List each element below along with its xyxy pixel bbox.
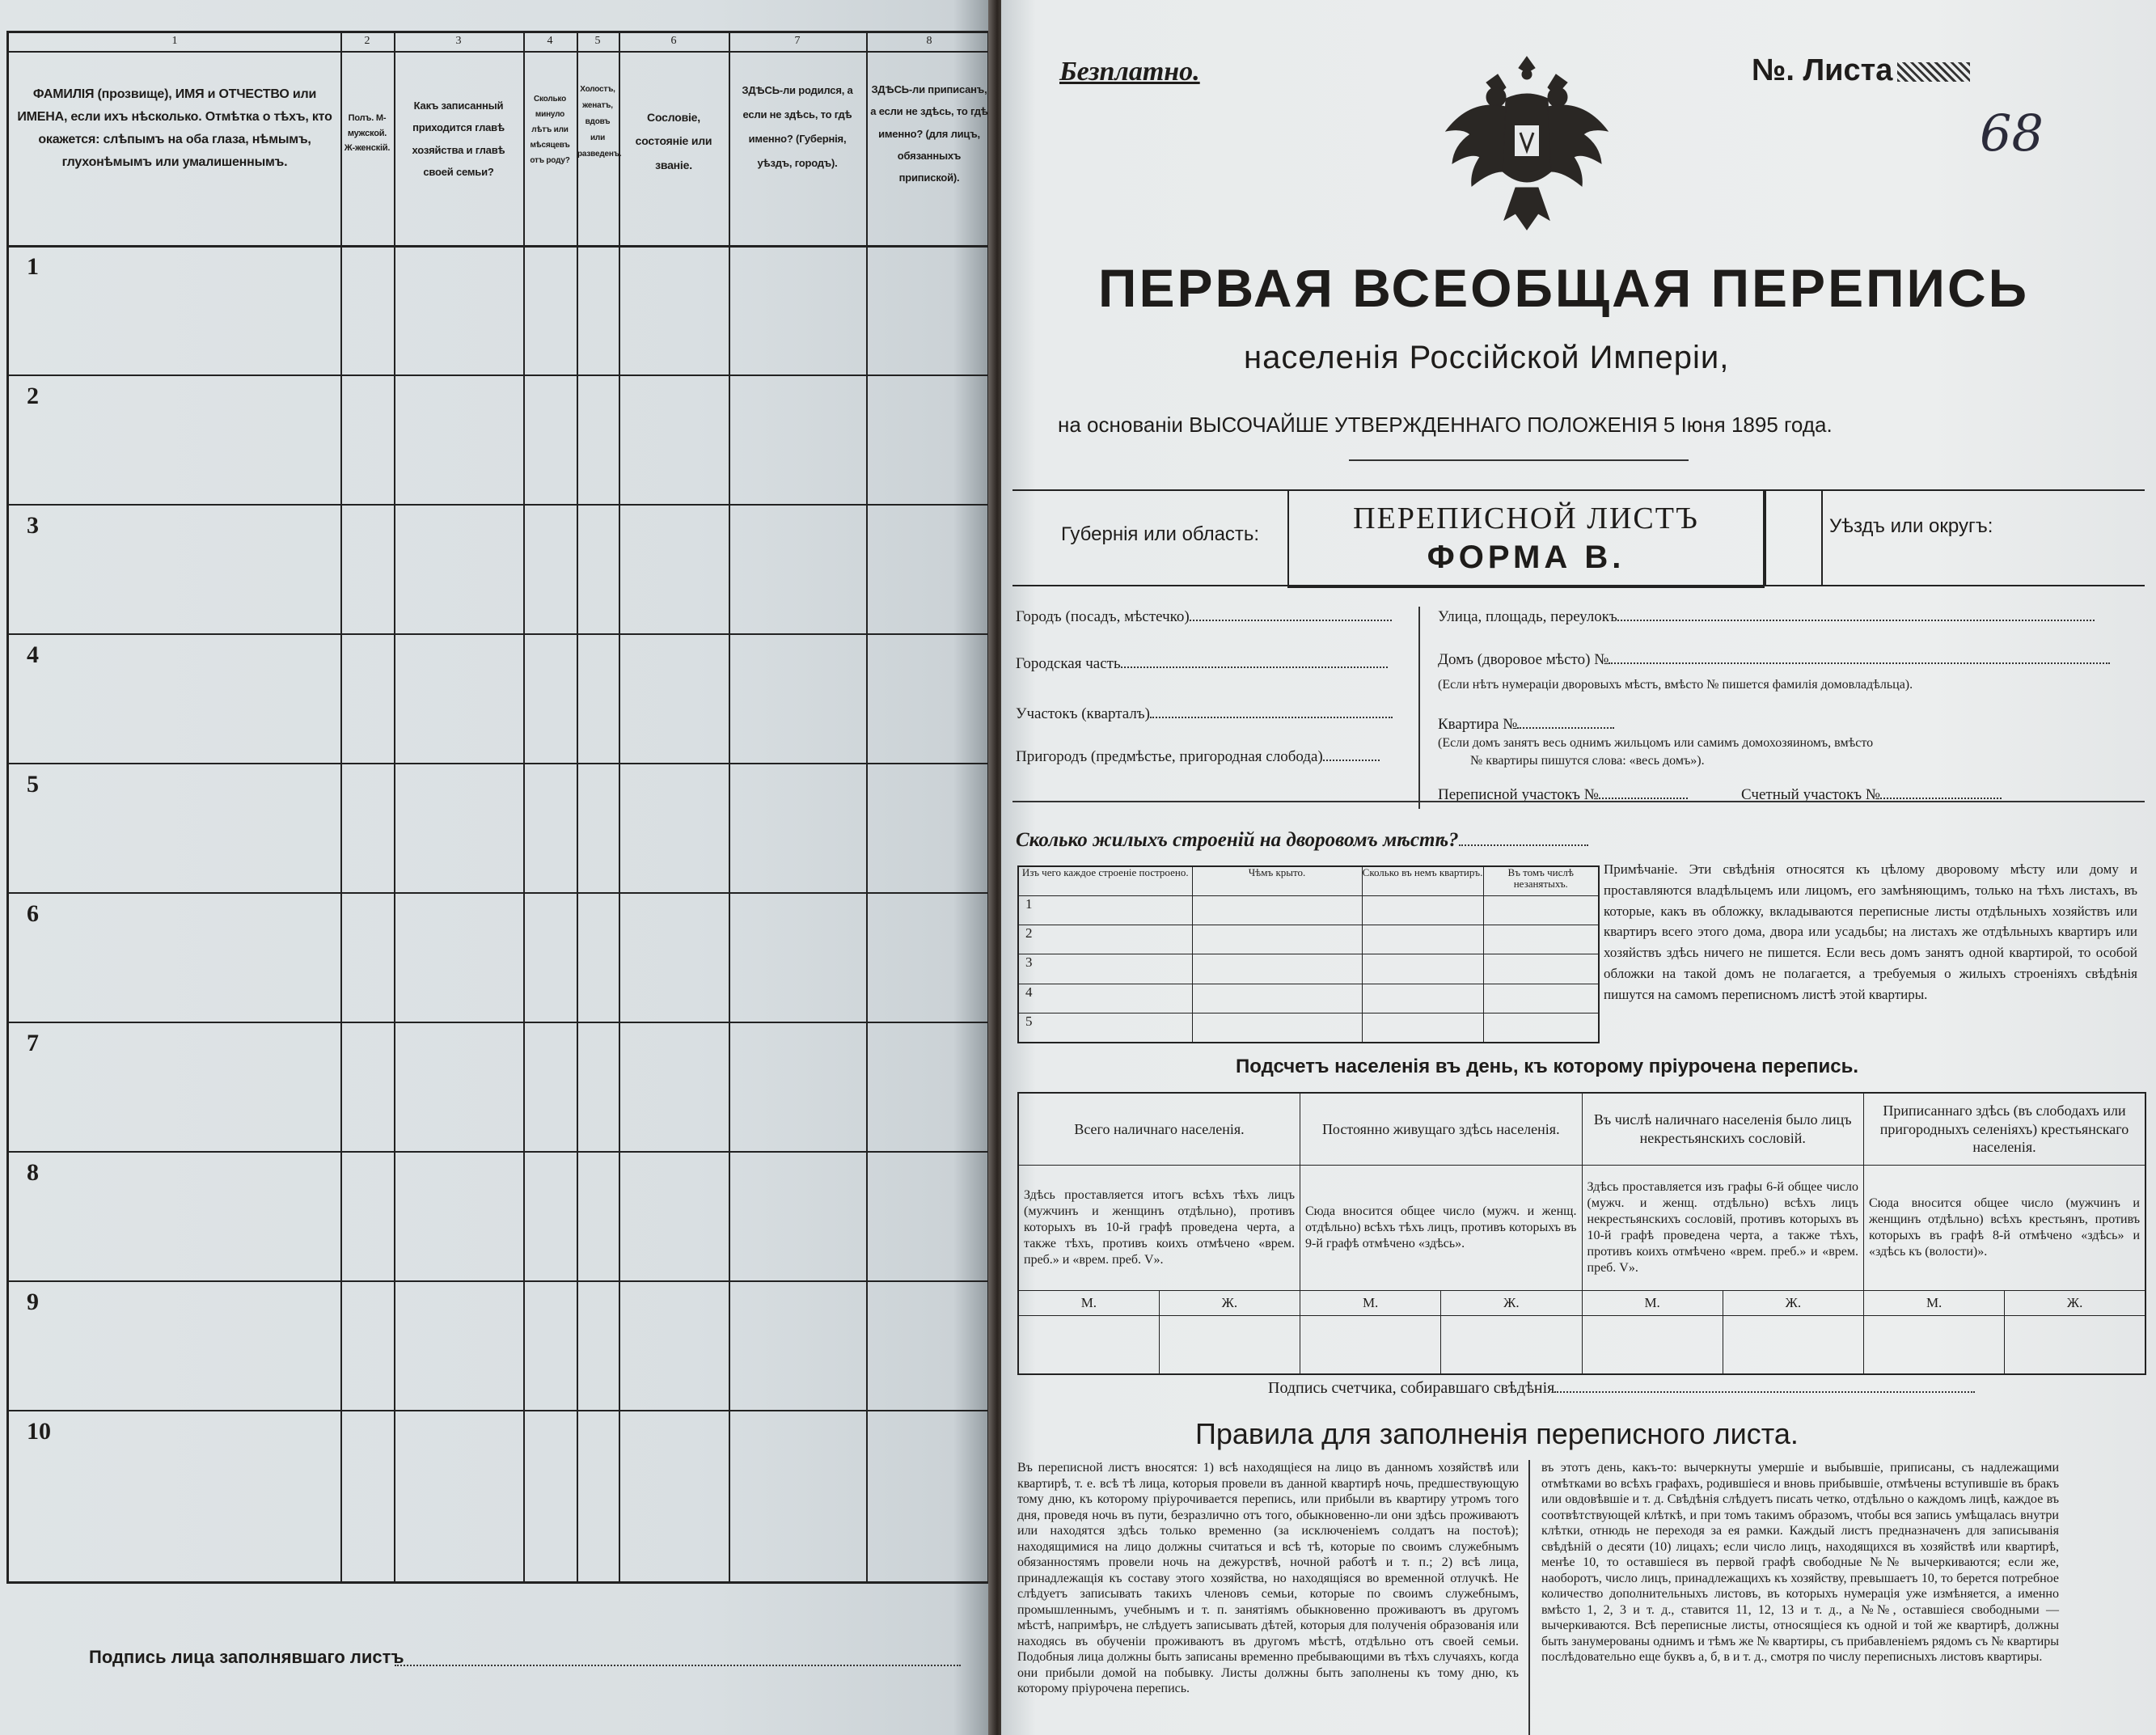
city-part-field[interactable] bbox=[1016, 655, 1388, 673]
row-divider bbox=[9, 504, 987, 506]
column-divider bbox=[729, 33, 730, 1581]
column-number: 2 bbox=[364, 35, 370, 47]
pop-value-cell[interactable] bbox=[1018, 1315, 1159, 1374]
pop-value-cell[interactable] bbox=[1441, 1315, 1582, 1374]
buildings-cell[interactable] bbox=[1362, 925, 1483, 954]
field-column-divider bbox=[1418, 607, 1420, 809]
buildings-cell[interactable] bbox=[1362, 895, 1483, 925]
buildings-row-number: 1 bbox=[1018, 895, 1192, 925]
pop-col-non-peasant: Въ числѣ наличнаго населенія было лицъ некрестьянскихъ сословій. bbox=[1582, 1093, 1864, 1165]
column-number: 3 bbox=[455, 35, 462, 47]
buildings-col-apartments: Сколько въ немъ квартиръ. bbox=[1362, 866, 1483, 895]
buildings-cell[interactable] bbox=[1192, 925, 1362, 954]
form-header-box bbox=[1012, 489, 2145, 586]
row-divider bbox=[9, 1151, 987, 1153]
sheet-title-box bbox=[1287, 489, 1765, 588]
male-header: М. bbox=[1018, 1290, 1159, 1315]
row-number: 5 bbox=[27, 771, 39, 798]
pop-value-cell[interactable] bbox=[1582, 1315, 1723, 1374]
city-field[interactable] bbox=[1016, 608, 1392, 626]
signature-line bbox=[395, 1665, 961, 1666]
pop-col-total: Всего наличнаго населенія. bbox=[1018, 1093, 1300, 1165]
apartment-note-line2: № квартиры пишутся слова: «весь домъ»). bbox=[1470, 754, 1705, 768]
column-divider bbox=[619, 33, 620, 1581]
column-header-name: ФАМИЛІЯ (прозвище), ИМЯ и ОТЧЕСТВО или ИМЕНА, если ихъ нѣсколько. Отмѣтка о тѣхъ, кто окажется: слѣпымъ на оба глаза, нѣмымъ, глухонѣмымъ или умалишеннымъ. bbox=[17, 87, 332, 169]
buildings-col-vacant: Въ томъ числѣ незанятыхъ. bbox=[1483, 866, 1599, 895]
column-header-estate: Сословіе, состояніе или званіе. bbox=[635, 111, 712, 171]
double-headed-eagle-emblem-icon bbox=[1438, 50, 1616, 236]
column-header-age: Сколько минуло лѣтъ или мѣсяцевъ отъ роду? bbox=[530, 95, 570, 165]
person-register-grid bbox=[6, 31, 990, 1584]
column-divider bbox=[394, 33, 395, 1581]
header-number-line bbox=[9, 51, 987, 53]
buildings-cell[interactable] bbox=[1362, 984, 1483, 1013]
male-header: М. bbox=[1300, 1290, 1441, 1315]
rules-column-divider bbox=[1528, 1460, 1530, 1735]
column-divider bbox=[577, 33, 578, 1581]
census-area-label: Переписной участокъ № bbox=[1438, 786, 1599, 803]
column-header-relation: Какъ записанный приходится главѣ хозяйства и главѣ своей семьи? bbox=[412, 99, 505, 178]
female-header: Ж. bbox=[1723, 1290, 1863, 1315]
buildings-question-text: Сколько жилыхъ строеній на дворовомъ мѣстѣ? bbox=[1016, 829, 1459, 851]
header-bottom-line bbox=[9, 245, 987, 248]
apartment-note-line1: (Если домъ занятъ весь однимъ жильцомъ или самимъ домохозяиномъ, вмѣсто bbox=[1438, 736, 1874, 750]
row-divider bbox=[9, 763, 987, 764]
buildings-cell[interactable] bbox=[1362, 954, 1483, 984]
district-label: Уѣздъ или округъ: bbox=[1829, 515, 1993, 537]
suburb-label: Пригородъ (предмѣстье, пригородная слобода) bbox=[1016, 748, 1323, 765]
buildings-cell[interactable] bbox=[1192, 984, 1362, 1013]
column-number: 1 bbox=[171, 35, 178, 47]
pop-desc-peasant: Сюда вносится общее число (мужчинъ и женщинъ отдѣльно) всѣхъ крестьянъ, противъ которыхъ въ графѣ 8-й отмѣчено «здѣсь» и «здѣсь къ (волости)». bbox=[1864, 1165, 2146, 1290]
box-divider bbox=[1765, 491, 1766, 585]
pop-value-cell[interactable] bbox=[1300, 1315, 1441, 1374]
buildings-row-number: 4 bbox=[1018, 984, 1192, 1013]
legal-basis: на основаніи ВЫСОЧАЙШЕ УТВЕРЖДЕННАГО ПОЛОЖЕНІЯ 5 Іюня 1895 года. bbox=[1058, 413, 1833, 437]
row-divider bbox=[9, 633, 987, 635]
suburb-field[interactable] bbox=[1016, 748, 1380, 766]
row-number: 2 bbox=[27, 383, 39, 409]
row-number: 1 bbox=[27, 253, 39, 280]
row-number: 7 bbox=[27, 1030, 39, 1056]
rules-title: Правила для заполненія переписного листа. bbox=[1195, 1417, 1799, 1450]
pop-col-peasant: Приписаннаго здѣсь (въ слободахъ или пригородныхъ селеніяхъ) крестьянскаго населенія. bbox=[1864, 1093, 2146, 1165]
buildings-cell[interactable] bbox=[1192, 954, 1362, 984]
buildings-row-number: 5 bbox=[1018, 1013, 1192, 1043]
house-label: Домъ (дворовое мѣсто) № bbox=[1438, 651, 1609, 668]
pop-col-permanent: Постоянно живущаго здѣсь населенія. bbox=[1300, 1093, 1583, 1165]
column-number: 8 bbox=[926, 35, 932, 47]
column-divider bbox=[866, 33, 868, 1581]
left-page bbox=[0, 0, 993, 1735]
filler-signature-label: Подпись лица заполнявшаго листъ bbox=[89, 1647, 404, 1667]
row-number: 6 bbox=[27, 900, 39, 927]
sheet-number-text: №. Листа bbox=[1752, 53, 1893, 87]
row-number: 4 bbox=[27, 641, 39, 668]
buildings-col-roof: Чѣмъ крыто. bbox=[1192, 866, 1362, 895]
population-count-table bbox=[1017, 1092, 2146, 1375]
column-number: 4 bbox=[547, 35, 553, 47]
pop-value-cell[interactable] bbox=[1864, 1315, 2005, 1374]
buildings-cell[interactable] bbox=[1192, 895, 1362, 925]
counter-signature-field[interactable] bbox=[1268, 1379, 1975, 1398]
rules-text-left: Въ переписной листъ вносятся: 1) всѣ находящіеся на лицо въ данномъ хозяйствѣ или квартирѣ, т. е. всѣ тѣ лица, которыя провели въ данной квартирѣ ночь, предшествующую тому дню, къ которому пріурочивается перепись, или прибыли въ квартиру утромъ того дня, проведя ночь въ пути, безразлично отъ того, обыкновенно-ли они здѣсь проживаютъ или находятся здѣсь только временно (за исключеніемъ солдатъ на постоѣ); находящимися на лицо должны считаться и всѣ тѣ, которые по своимъ служебнымъ обязанностямъ провели ночь на дежурствѣ, ночной работѣ и т. п.; 2) всѣ лица, принадлежащія къ составу этого хозяйства, но находящіяся во временной отлучкѣ. Не слѣдуетъ записывать такихъ членовъ семьи, которые по своимъ служебнымъ, промышленнымъ, учебнымъ и т. п. занятіямъ обыкновенно проживаютъ въ другомъ мѣстѣ, напримѣръ, не слѣдуетъ записывать дѣтей, которыя для полученія образованія или находясь въ обученіи проживаютъ въ другомъ мѣстѣ, отдѣльно отъ своей семьи. Подобныя лица должны быть записаны временно пребывающими въ тѣхъ случаяхъ, когда они прибыли домой на побывку. Листы должны быть заполнены къ тому дню, къ которому пріурочена перепись. bbox=[1017, 1461, 1519, 1696]
section-divider bbox=[1012, 801, 2145, 802]
city-part-label: Городская часть bbox=[1016, 655, 1121, 672]
buildings-cell[interactable] bbox=[1483, 984, 1599, 1013]
free-of-charge-label: Безплатно. bbox=[1059, 57, 1200, 87]
male-header: М. bbox=[1864, 1290, 2005, 1315]
row-divider bbox=[9, 1022, 987, 1023]
buildings-cell[interactable] bbox=[1192, 1013, 1362, 1043]
rules-text-right: въ этотъ день, какъ-то: вычеркнуты умершіе и выбывшіе, приписаны, съ надлежащими отмѣтками во всѣхъ графахъ, родившіеся и вновь прибывшіе, отмѣчены вступившіе въ бракъ или овдовѣвшіе и т. д. Свѣдѣнія слѣдуетъ писать четко, отдѣльно о каждомъ лицѣ, каждое въ соотвѣтствующей клѣткѣ, и при томъ такимъ образомъ, чтобы вся запись умѣщалась внутри клѣтки, отнюдь не переходя за ея рамки. Каждый листъ предназначенъ для записыванія свѣдѣній о десяти (10) лицахъ; если число лицъ, находящихся въ хозяйствѣ или квартирѣ, менѣе 10, то оставшіеся въ первой графѣ свободные №№ вычеркиваются; если же, наоборотъ, число лицъ, принадлежащихъ къ хозяйству, превышаетъ 10, то берется потребное количество дополнительныхъ листовъ, въ которыхъ нумерація уже измѣняется, а именно вмѣсто 1, 2, 3 и т. д., ставится 11, 12, 13 и т. д., а №№, оставшіеся свободными — вычеркиваются. Всѣ переписные листы, относящіеся къ одной и той же квартирѣ, должны быть занумерованы однимъ и тѣмъ же № квартиры, съ прибавленіемъ рядомъ съ № квартиры послѣдовательно еще буквъ а, б, в и т. д., смотря по числу переписныхъ листовъ квартиры. bbox=[1541, 1461, 2059, 1665]
row-number: 8 bbox=[27, 1159, 39, 1186]
buildings-cell[interactable] bbox=[1483, 925, 1599, 954]
column-divider bbox=[523, 33, 525, 1581]
province-label: Губернія или область: bbox=[1061, 523, 1260, 545]
column-number: 7 bbox=[794, 35, 801, 47]
sheet-number-label bbox=[1752, 53, 1970, 88]
row-number: 10 bbox=[27, 1418, 51, 1445]
pop-value-cell[interactable] bbox=[2005, 1315, 2145, 1374]
female-header: Ж. bbox=[1441, 1290, 1582, 1315]
pop-desc-non-peasant: Здѣсь проставляется изъ графы 6-й общее число (мужч. и женщ. отдѣльно) всѣхъ лицъ некрестьянскихъ сословій, противъ которыхъ въ 10-й графѣ проведена черта, а также тѣхъ, противъ коихъ отмѣчено «врем. преб.» и «врем. преб. V». bbox=[1582, 1165, 1864, 1290]
right-page bbox=[1001, 0, 2156, 1735]
column-number: 5 bbox=[594, 35, 601, 47]
population-count-title: Подсчетъ населенія въ день, къ которому пріурочена перепись. bbox=[1236, 1056, 1858, 1077]
census-subtitle: населенія Россійской Имперіи, bbox=[1244, 340, 1730, 375]
buildings-col-material: Изъ чего каждое строеніе построено. bbox=[1018, 866, 1192, 895]
precinct-field[interactable] bbox=[1016, 705, 1393, 723]
handwritten-page-number: 68 bbox=[1980, 104, 2044, 163]
buildings-cell[interactable] bbox=[1362, 1013, 1483, 1043]
column-header-birthplace: ЗДѢСЬ-ли родился, а если не здѣсь, то гдѣ именно? (Губернія, уѣздъ, городъ). bbox=[742, 84, 853, 169]
house-field[interactable] bbox=[1438, 651, 2110, 669]
sheet-title: ПЕРЕПИСНОЙ ЛИСТЪ bbox=[1353, 501, 1699, 535]
row-number: 9 bbox=[27, 1289, 39, 1315]
buildings-row-number: 3 bbox=[1018, 954, 1192, 984]
city-label: Городъ (посадъ, мѣстечко) bbox=[1016, 608, 1190, 625]
female-header: Ж. bbox=[1159, 1290, 1300, 1315]
count-area-label: Счетный участокъ № bbox=[1741, 786, 1880, 803]
column-number: 6 bbox=[670, 35, 677, 47]
buildings-cell[interactable] bbox=[1483, 1013, 1599, 1043]
pop-value-cell[interactable] bbox=[1159, 1315, 1300, 1374]
pop-desc-total: Здѣсь проставляется итогъ всѣхъ тѣхъ лицъ (мужчинъ и женщинъ отдѣльно), противъ которыхъ въ 10-й графѣ проведена черта, а также тѣхъ, противъ коихъ отмѣчено «врем. преб.» и «врем. преб. V». bbox=[1018, 1165, 1300, 1290]
census-title: ПЕРВАЯ ВСЕОБЩАЯ ПЕРЕПИСЬ bbox=[1098, 258, 2030, 318]
column-header-marital: Холостъ, женатъ, вдовъ или разведенъ. bbox=[577, 85, 622, 159]
buildings-question bbox=[1016, 829, 1588, 852]
row-divider bbox=[9, 1280, 987, 1282]
row-divider bbox=[9, 892, 987, 894]
row-divider bbox=[9, 1410, 987, 1411]
apartment-field[interactable] bbox=[1438, 716, 1614, 734]
box-divider bbox=[1821, 491, 1823, 585]
male-header: М. bbox=[1582, 1290, 1723, 1315]
pop-value-cell[interactable] bbox=[1723, 1315, 1863, 1374]
street-field[interactable] bbox=[1438, 608, 2095, 626]
apartment-label: Квартира № bbox=[1438, 716, 1518, 733]
row-divider bbox=[9, 375, 987, 376]
form-name: ФОРМА В. bbox=[1427, 540, 1625, 575]
column-header-registration: ЗДѢСЬ-ли приписанъ, а если не здѣсь, то гдѣ именно? (для лицъ, обязанныхъ припиской). bbox=[870, 83, 988, 184]
column-divider bbox=[340, 33, 342, 1581]
buildings-cell[interactable] bbox=[1483, 895, 1599, 925]
house-note: (Если нѣтъ нумераціи дворовыхъ мѣстъ, вмѣсто № пишется фамилія домовладѣльца). bbox=[1438, 678, 1913, 692]
buildings-note: Примѣчаніе. Эти свѣдѣнія относятся къ цѣлому дворовому мѣсту или дому и проставляются владѣльцемъ или лицомъ, его замѣняющимъ, только на тѣхъ листахъ, въ которые, какъ въ обложку, вкладываются переписные листы отдѣльныхъ хозяйствъ или квартиръ всего этого дома, двора или усадьбы; на листахъ же отдѣльныхъ квартиръ или хозяйствъ здѣсь ничего не пишется. Если весь домъ занятъ одной квартирой, то особой обложки на такой домъ не полагается, а требуемыя о жилыхъ строеніяхъ свѣдѣнія пишутся на самомъ переписномъ листѣ этой квартиры. bbox=[1604, 861, 2137, 1002]
buildings-cell[interactable] bbox=[1483, 954, 1599, 984]
row-number: 3 bbox=[27, 512, 39, 539]
buildings-table bbox=[1017, 865, 1600, 1043]
precinct-label: Участокъ (кварталъ) bbox=[1016, 705, 1150, 722]
female-header: Ж. bbox=[2005, 1290, 2145, 1315]
divider bbox=[1349, 459, 1689, 461]
counter-signature-label: Подпись счетчика, собиравшаго свѣдѣнія bbox=[1268, 1379, 1555, 1397]
struck-number bbox=[1897, 62, 1970, 82]
pop-desc-permanent: Сюда вносится общее число (мужч. и женщ. отдѣльно) всѣхъ тѣхъ лицъ, противъ которыхъ въ 9-й графѣ отмѣчено «здѣсь». bbox=[1300, 1165, 1583, 1290]
buildings-row-number: 2 bbox=[1018, 925, 1192, 954]
street-label: Улица, площадь, переулокъ bbox=[1438, 608, 1617, 625]
column-header-sex: Полъ. М-мужской. Ж-женскій. bbox=[344, 113, 391, 154]
